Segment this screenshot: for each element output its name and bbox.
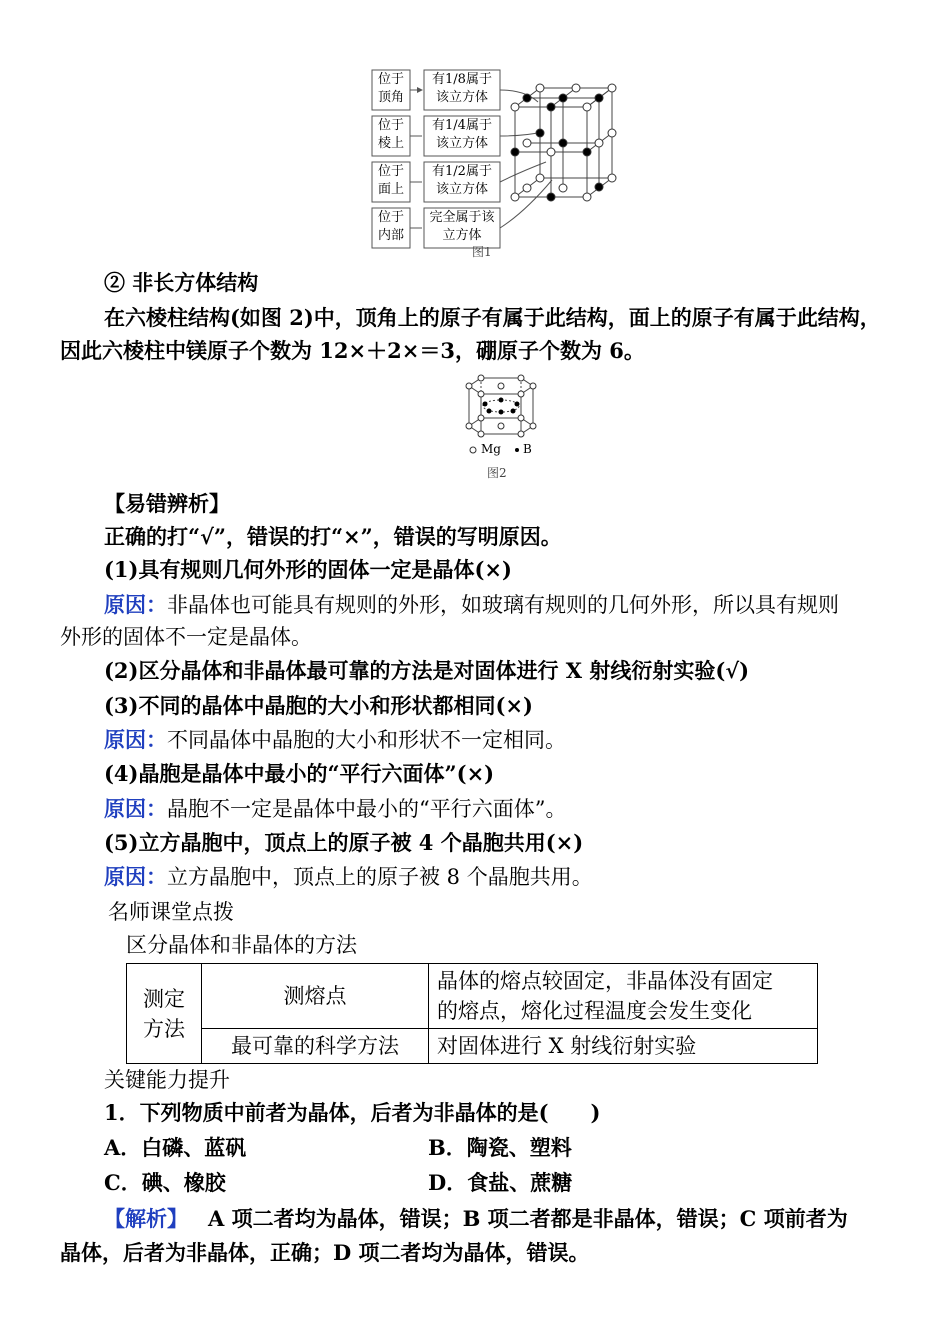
teacher-heading: 名师课堂点拨: [108, 900, 234, 924]
figure-1: [360, 62, 630, 262]
desc-2-line1: 对固体进行 X 射线衍射实验: [437, 1034, 697, 1058]
ability-heading: 关键能力提升: [104, 1068, 230, 1092]
fig1-pos-2: 位于棱上: [377, 118, 404, 151]
reason-label: 原因：: [104, 864, 167, 889]
table-row: [127, 964, 818, 1029]
desc-1-line1: 晶体的熔点较固定，非晶体没有固定: [437, 969, 773, 993]
fig1-pos-4: 位于内部: [377, 210, 404, 243]
fig1-caption: 图1: [472, 245, 492, 259]
item-3: (3)不同的晶体中晶胞的大小和形状都相同(×): [104, 693, 533, 718]
method-cell-2: [202, 1029, 429, 1064]
fig2-legend-b: B: [523, 442, 532, 456]
analysis-label: 【解析】: [104, 1206, 188, 1231]
option-a: A．白磷、蓝矾: [104, 1135, 247, 1160]
error-title: 【易错辨析】: [104, 491, 230, 516]
fig2-legend-mg: Mg: [481, 442, 501, 456]
reason-5-text: 立方晶胞中，顶点上的原子被 8 个晶胞共用。: [167, 865, 593, 889]
method-1: 测熔点: [283, 984, 347, 1008]
item-4: (4)晶胞是晶体中最小的“平行六面体”(×): [104, 761, 495, 786]
reason-3: [104, 725, 566, 755]
fig1-share-4: 完全属于该立方体: [429, 210, 495, 243]
reason-label: 原因：: [104, 727, 167, 752]
method-heading: 区分晶体和非晶体的方法: [126, 933, 357, 957]
question-stem: 1．下列物质中前者为晶体，后者为非晶体的是( ): [104, 1100, 601, 1125]
para1-line2: 因此六棱柱中镁原子个数为 12×＋2×＝3，硼原子个数为 6。: [60, 338, 645, 363]
para1-line1: 在六棱柱结构(如图 2)中，顶角上的原子有属于此结构，面上的原子有属于此结构，: [104, 305, 881, 330]
method-2: 最可靠的科学方法: [231, 1034, 399, 1058]
option-c: C．碘、橡胶: [104, 1170, 226, 1195]
analysis-line2: 晶体，后者为非晶体，正确；D 项二者均为晶体，错误。: [60, 1240, 590, 1265]
desc-cell-1: [429, 964, 818, 1029]
reason-1-line1: 非晶体也可能具有规则的外形，如玻璃有规则的几何外形，所以具有规则: [167, 593, 839, 617]
reason-3-text: 不同晶体中晶胞的大小和形状不一定相同。: [167, 728, 566, 752]
method-table: [126, 963, 818, 1064]
table-row: [127, 1029, 818, 1064]
fig2-caption: 图2: [487, 466, 507, 480]
option-d: D．食盐、蔗糖: [428, 1170, 573, 1195]
option-b: B．陶瓷、塑料: [428, 1135, 572, 1160]
fig1-share-1: 有1/8属于该立方体: [432, 72, 492, 105]
instruction: 正确的打“√”，错误的打“×”，错误的写明原因。: [104, 524, 562, 549]
reason-label: 原因：: [104, 796, 167, 821]
reason-1: [104, 590, 839, 620]
fig1-share-3: 有1/2属于该立方体: [432, 164, 492, 197]
fig1-pos-1: 位于顶角: [377, 72, 404, 105]
method-cell-1: [202, 964, 429, 1029]
desc-cell-2: [429, 1029, 818, 1064]
reason-1-cont: 外形的固体不一定是晶体。: [60, 625, 312, 649]
table-head: 测定方法: [143, 986, 185, 1041]
analysis-text-1: A 项二者均为晶体，错误；B 项二者都是非晶体，错误；C 项前者为: [208, 1206, 848, 1231]
fig1-pos-3: 位于面上: [377, 164, 404, 197]
reason-4-text: 晶胞不一定是晶体中最小的“平行六面体”。: [167, 797, 567, 821]
reason-4: [104, 794, 566, 824]
section-2-title: ② 非长方体结构: [104, 270, 259, 295]
item-1: (1)具有规则几何外形的固体一定是晶体(×): [104, 557, 512, 582]
table-head-cell: [127, 964, 202, 1064]
reason-5: [104, 862, 593, 892]
desc-1-line2: 的熔点，熔化过程温度会发生变化: [437, 999, 752, 1023]
fig1-share-2: 有1/4属于该立方体: [432, 118, 492, 151]
reason-label: 原因：: [104, 592, 167, 617]
item-5: (5)立方晶胞中，顶点上的原子被 4 个晶胞共用(×): [104, 830, 584, 855]
analysis-line1: [104, 1204, 848, 1234]
item-2: (2)区分晶体和非晶体最可靠的方法是对固体进行 X 射线衍射实验(√): [104, 658, 750, 683]
